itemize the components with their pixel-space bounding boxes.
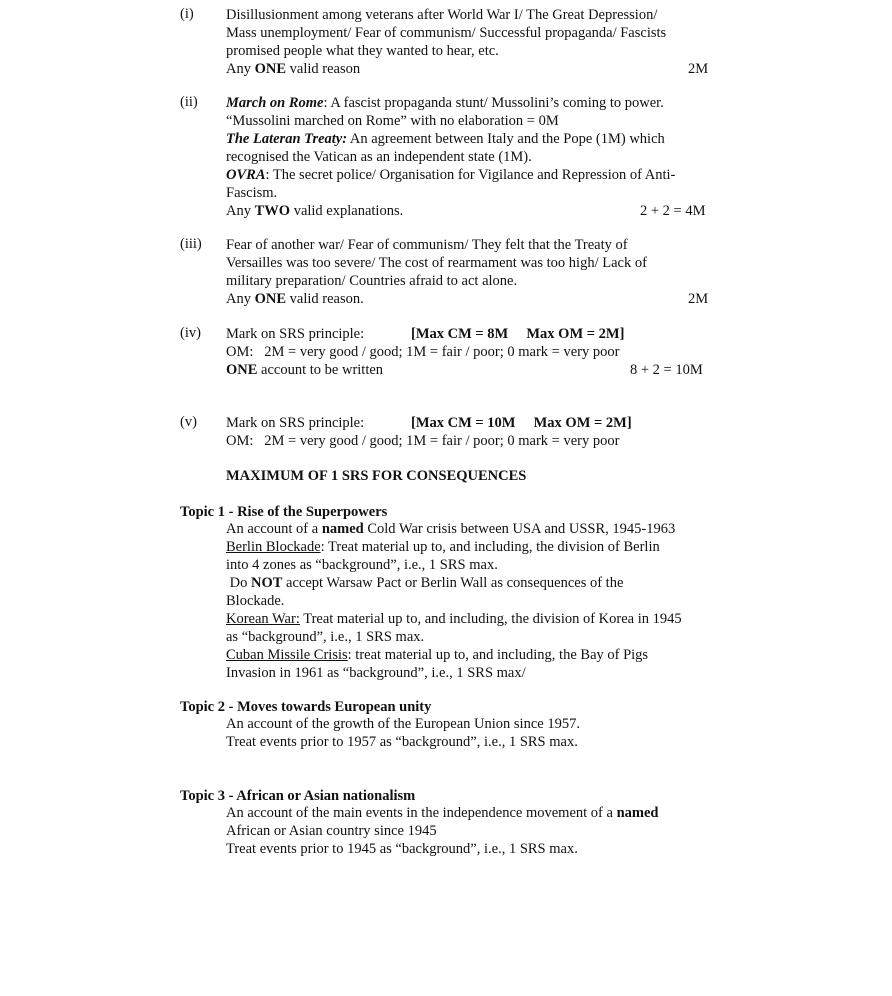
item-number: (i) xyxy=(180,6,194,22)
instruction-row xyxy=(226,60,712,78)
srs-max: [Max CM = 10M Max OM = 2M] xyxy=(411,415,632,431)
answer-line: military preparation/ Countries afraid to act alone. xyxy=(226,273,518,289)
account-row xyxy=(226,361,712,379)
instruction-row xyxy=(226,202,712,220)
item-body xyxy=(226,236,712,308)
topic-3-line: African or Asian country since 1945 xyxy=(226,823,437,839)
topic-3-line: An account of the main events in the independence movement of a named xyxy=(226,805,659,821)
item-body xyxy=(226,325,712,379)
not-accept-line: Do NOT accept Warsaw Pact or Berlin Wall as consequences of the xyxy=(226,575,624,591)
topic-1-intro: An account of a named Cold War crisis between USA and USSR, 1945-1963 xyxy=(226,521,676,537)
topic-2-body xyxy=(226,715,726,751)
om-line: OM: 2M = very good / good; 1M = fair / poor; 0 mark = very poor xyxy=(226,433,620,449)
account-text: ONE account to be written xyxy=(226,362,384,378)
term-march-on-rome: March on Rome: A fascist propaganda stunt/ Mussolini’s coming to power. xyxy=(226,95,664,111)
answer-line: promised people what they wanted to hear, etc. xyxy=(226,43,499,59)
item-body xyxy=(226,94,712,220)
instruction-row xyxy=(226,290,712,308)
cuban-crisis-line: Cuban Missile Crisis: treat material up to, and including, the Bay of Pigs xyxy=(226,647,649,663)
answer-line: Fear of another war/ Fear of communism/ They felt that the Treaty of xyxy=(226,237,628,253)
item-number: (v) xyxy=(180,414,197,430)
srs-row xyxy=(226,325,712,343)
instruction-text: Any ONE valid reason. xyxy=(226,291,364,307)
topic-3-line: Treat events prior to 1945 as “background”, i.e., 1 SRS max. xyxy=(226,841,578,857)
item-number: (ii) xyxy=(180,94,198,110)
topic-2-heading: Topic 2 - Moves towards European unity xyxy=(180,699,432,715)
topic-2-line: Treat events prior to 1957 as “background”, i.e., 1 SRS max. xyxy=(226,734,578,750)
topic-1-heading: Topic 1 - Rise of the Superpowers xyxy=(180,504,388,520)
korean-war-line: Korean War: Treat material up to, and including, the division of Korea in 1945 xyxy=(226,611,682,627)
item-body xyxy=(226,414,712,485)
marks-value: 2M xyxy=(688,291,709,307)
item-body xyxy=(226,6,712,78)
cuban-crisis-line2: Invasion in 1961 as “background”, i.e., 1 SRS max/ xyxy=(226,665,526,681)
answer-line: recognised the Vatican as an independent state (1M). xyxy=(226,149,532,165)
srs-row xyxy=(226,414,712,432)
answer-line: Versailles was too severe/ The cost of rearmament was too high/ Lack of xyxy=(226,255,647,271)
answer-line: “Mussolini marched on Rome” with no elaboration = 0M xyxy=(226,113,559,129)
topic-1-body xyxy=(226,520,726,682)
korean-war-line2: as “background”, i.e., 1 SRS max. xyxy=(226,629,425,645)
answer-line: Fascism. xyxy=(226,185,278,201)
berlin-blockade-line: Berlin Blockade: Treat material up to, and including, the division of Berlin xyxy=(226,539,660,555)
srs-label: Mark on SRS principle: xyxy=(226,326,365,342)
instruction-text: Any TWO valid explanations. xyxy=(226,203,404,219)
marks-value: 2 + 2 = 4M xyxy=(640,203,706,219)
om-line: OM: 2M = very good / good; 1M = fair / poor; 0 mark = very poor xyxy=(226,344,620,360)
srs-label: Mark on SRS principle: xyxy=(226,415,365,431)
term-lateran-treaty: The Lateran Treaty: An agreement between Italy and the Pope (1M) which xyxy=(226,131,665,147)
topic-3-body xyxy=(226,804,726,858)
instruction-text: Any ONE valid reason xyxy=(226,61,361,77)
topic-2-line: An account of the growth of the European Union since 1957. xyxy=(226,716,580,732)
marks-value: 8 + 2 = 10M xyxy=(630,362,703,378)
item-number: (iv) xyxy=(180,325,201,341)
term-ovra: OVRA: The secret police/ Organisation for Vigilance and Repression of Anti- xyxy=(226,167,676,183)
item-number: (iii) xyxy=(180,236,202,252)
marks-value: 2M xyxy=(688,61,709,77)
answer-line: Disillusionment among veterans after World War I/ The Great Depression/ xyxy=(226,7,658,23)
srs-max: [Max CM = 8M Max OM = 2M] xyxy=(411,326,625,342)
max-srs-note: MAXIMUM OF 1 SRS FOR CONSEQUENCES xyxy=(226,468,527,484)
answer-line: Mass unemployment/ Fear of communism/ Successful propaganda/ Fascists xyxy=(226,25,667,41)
topic-3-heading: Topic 3 - African or Asian nationalism xyxy=(180,788,416,804)
not-accept-line2: Blockade. xyxy=(226,593,285,609)
berlin-blockade-line2: into 4 zones as “background”, i.e., 1 SRS max. xyxy=(226,557,498,573)
